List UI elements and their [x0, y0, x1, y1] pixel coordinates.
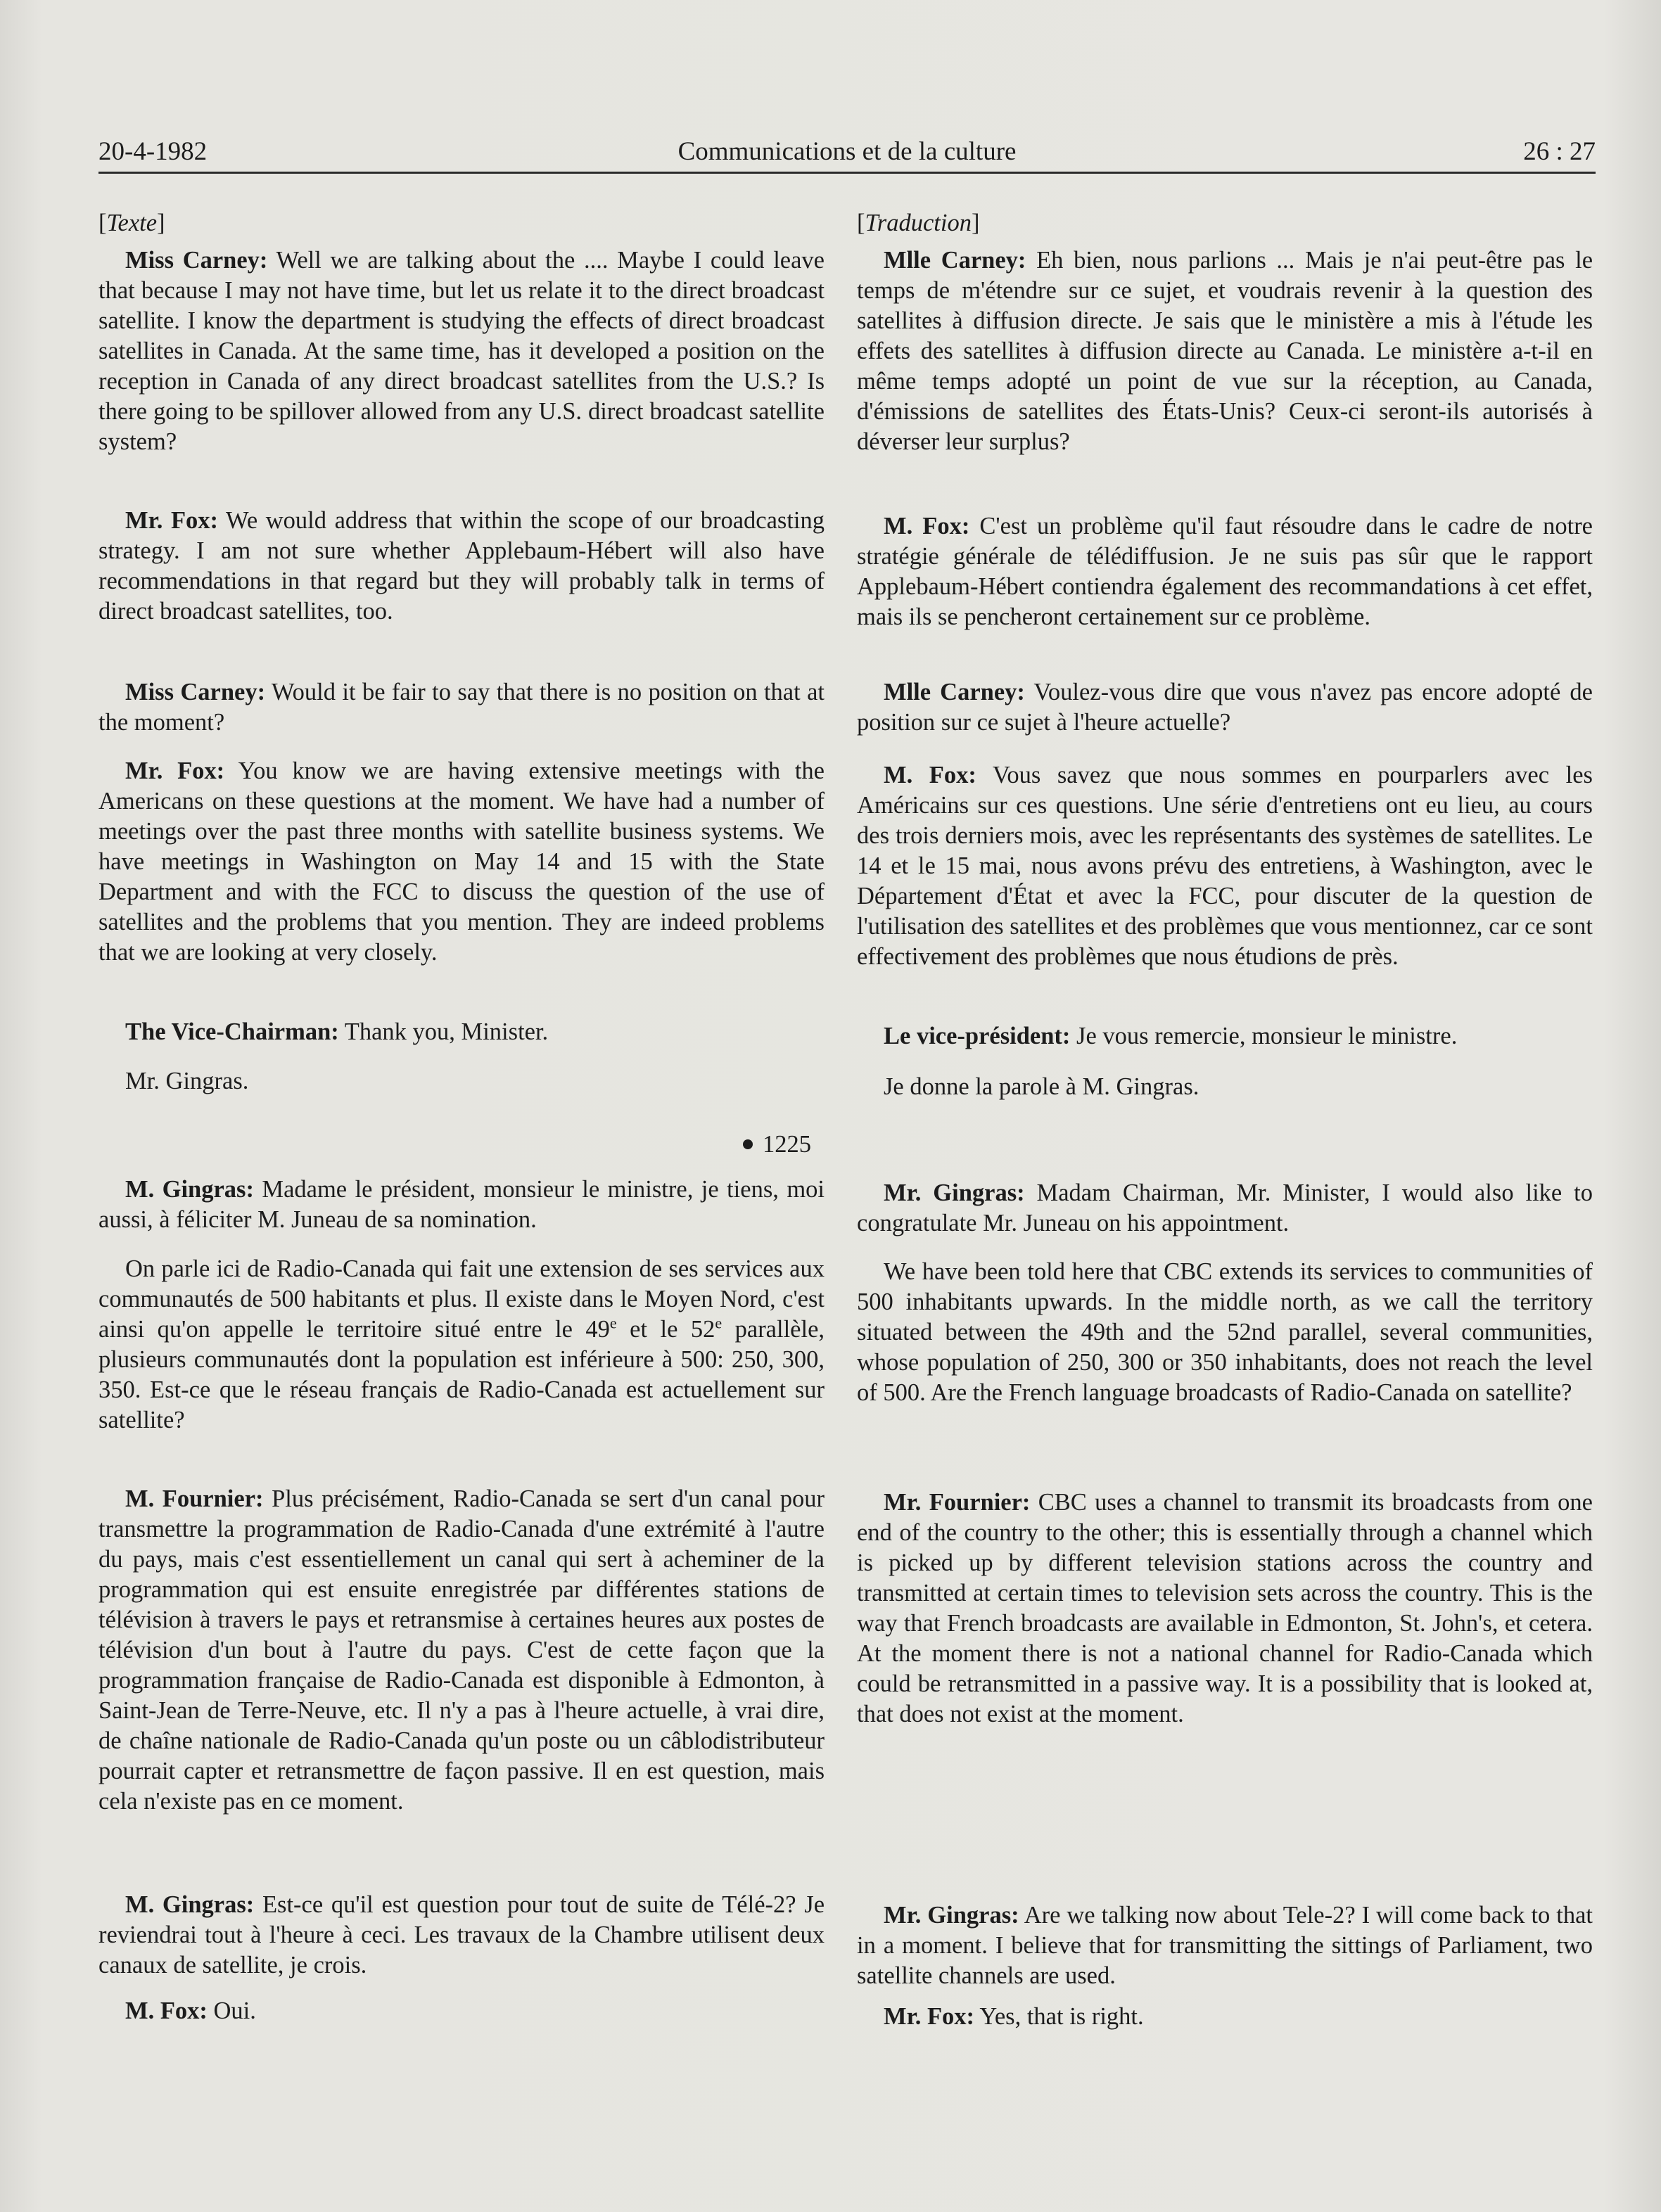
- superscript: e: [715, 1314, 723, 1332]
- speaker-name: M. Gingras:: [125, 1891, 255, 1918]
- speaker-name: Mr. Gingras:: [884, 1902, 1019, 1929]
- paragraph-text: Madam Chairman, Mr. Minister, I would also like to congratulate Mr. Juneau on his appointment.: [857, 1179, 1593, 1236]
- paragraph-text: On parle ici de Radio-Canada qui fait une extension de ses services aux communautés de 500 habitants et plus. Il existe dans le Moyen Nord, c'est ainsi qu'on appelle le territoire situé entre le 49: [98, 1255, 825, 1343]
- right-paragraph: [857, 1488, 1593, 1730]
- paragraph-text: C'est un problème qu'il faut résoudre dans le cadre de notre stratégie générale de télédiffusion. Je ne suis pas sûr que le rapport Applebaum-Hébert contiendra également des recommandations à cet effet, mais ils se pencheront certainement sur ce problème.: [857, 513, 1593, 630]
- paragraph-text: We would address that within the scope of our broadcasting strategy. I am not sure whether Applebaum-Hébert will also have recommendations in that regard but they will probably talk in terms of direct broadcast satellites, too.: [98, 507, 825, 625]
- bullet-icon: [743, 1139, 753, 1149]
- right-paragraph: [857, 1900, 1593, 1991]
- speaker-name: M. Fox:: [884, 762, 976, 788]
- speaker-name: Mr. Fox:: [884, 2003, 975, 2030]
- paragraph-text: Plus précisément, Radio-Canada se sert d'un canal pour transmettre la programmation de Radio-Canada d'une extrémité à l'autre du pays, mais c'est essentiellement un canal qui sert à acheminer de la programmation qui est ensuite enregistrée par différentes stations de télévision à travers le pays et retransmise à certaines heures aux postes de télévision d'un bout à l'autre du pays. C'est de cette façon que la programmation française de Radio-Canada est disponible à Edmonton, à Saint-Jean de Terre-Neuve, etc. Il n'y a pas à l'heure actuelle, à vrai dire, de chaîne nationale de Radio-Canada qu'un poste ou un câblodistributeur pourrait capter et retransmettre de façon passive. Il en est question, mais cela n'existe pas en ce moment.: [98, 1485, 825, 1815]
- speaker-name: Mr. Fournier:: [884, 1489, 1031, 1516]
- speaker-name: Mr. Gingras:: [884, 1179, 1025, 1206]
- speaker-name: The Vice-Chairman:: [125, 1018, 339, 1045]
- right-paragraph: [857, 245, 1593, 457]
- paragraph-text: Mr. Gingras.: [125, 1068, 249, 1094]
- paragraph-text: Are we talking now about Tele-2? I will come back to that in a moment. I believe that for transmitting the sittings of Parliament, two satellite channels are used.: [857, 1902, 1593, 1989]
- paragraph-text: Est-ce qu'il est question pour tout de suite de Télé-2? Je reviendrai tout à l'heure à ceci. Les travaux de la Chambre utilisent deux canaux de satellite, je crois.: [98, 1891, 825, 1978]
- left-paragraph: [98, 1254, 825, 1436]
- left-paragraph: [98, 1066, 825, 1097]
- right-paragraph: [857, 511, 1593, 632]
- speaker-name: M. Fox:: [884, 513, 970, 539]
- speaker-name: Miss Carney:: [125, 679, 266, 705]
- left-paragraph: [98, 1484, 825, 1817]
- right-paragraph: [857, 1178, 1593, 1239]
- left-paragraph: [98, 1996, 825, 2026]
- right-paragraph: [857, 1072, 1593, 1102]
- header-title: Communications et de la culture: [677, 137, 1017, 166]
- speaker-name: M. Fournier:: [125, 1485, 264, 1512]
- paragraph-text: You know we are having extensive meetings with the Americans on these questions at the moment. We have had a number of meetings over the past three months with satellite business systems. We have meetings in Washington on May 14 and 15 with the State Department and with the FCC to discuss the question of the use of satellites and the problems that you mention. They are indeed problems that we are looking at very closely.: [98, 757, 825, 966]
- speaker-name: Miss Carney:: [125, 247, 268, 274]
- right-paragraph: [857, 1257, 1593, 1408]
- speaker-name: Mr. Fox:: [125, 757, 225, 784]
- speaker-name: M. Fox:: [125, 1997, 208, 2024]
- speaker-name: Mlle Carney:: [884, 247, 1026, 274]
- page-header: [98, 135, 1596, 174]
- speaker-name: Mlle Carney:: [884, 679, 1025, 705]
- paragraph-text: Well we are talking about the .... Maybe I could leave that because I may not have time, but let us relate it to the direct broadcast satellite. I know the department is studying the effects of direct broadcast satellites in Canada. At the same time, has it developed a position on the reception in Canada of any direct broadcast satellites from the U.S.? Is there going to be spillover allowed from any U.S. direct broadcast satellite system?: [98, 247, 825, 455]
- right-paragraph: [857, 1021, 1593, 1051]
- paragraph-text: parallèle, plusieurs communautés dont la population est inférieure à 500: 250, 300, 350. Est-ce que le réseau français de Radio-Canada est actuellement sur satellite?: [98, 1316, 825, 1433]
- paragraph-text: Vous savez que nous sommes en pourparlers avec les Américains sur ces questions. Une série d'entretiens ont eu lieu, au cours des trois derniers mois, avec les représentants des systèmes de satellites. Le 14 et le 15 mai, nous avons prévu des entretiens, à Washington, avec le Département d'État et avec la FCC, pour discuter de la question de l'utilisation des satellites et des problèmes que vous mentionnez, car ce sont effectivement des problèmes que nous étudions de près.: [857, 762, 1593, 970]
- paragraph-text: Je donne la parole à M. Gingras.: [884, 1073, 1199, 1100]
- speaker-name: Le vice-président:: [884, 1023, 1071, 1049]
- paragraph-text: Je vous remercie, monsieur le ministre.: [1076, 1023, 1458, 1049]
- left-paragraph: [98, 1017, 825, 1047]
- timestamp-marker: [743, 1130, 811, 1160]
- paragraph-text: Eh bien, nous parlions ... Mais je n'ai peut-être pas le temps de m'étendre sur ce sujet, et voudrais revenir à la question des satellites à diffusion directe. Je sais que le ministère a mis à l'étude les effets des satellites à diffusion directe au Canada. Le ministère a-t-il en même temps adopté un point de vue sur la réception, au Canada, d'émissions de satellites des États-Unis? Ceux-ci seront-ils autorisés à déverser leur surplus?: [857, 247, 1593, 455]
- left-paragraph: [98, 677, 825, 738]
- speaker-name: Mr. Fox:: [125, 507, 219, 534]
- timestamp-text: 1225: [763, 1131, 811, 1158]
- paragraph-text: Voulez-vous dire que vous n'avez pas encore adopté de position sur ce sujet à l'heure actuelle?: [857, 679, 1593, 736]
- left-paragraph: [98, 506, 825, 627]
- header-page-number: 26 : 27: [1523, 137, 1596, 166]
- paragraph-text: Madame le président, monsieur le ministre, je tiens, moi aussi, à féliciter M. Juneau de sa nomination.: [98, 1176, 825, 1233]
- superscript: e: [609, 1314, 617, 1332]
- left-paragraph: [98, 245, 825, 457]
- speaker-name: M. Gingras:: [125, 1176, 254, 1203]
- paragraph-text: Thank you, Minister.: [344, 1018, 549, 1045]
- left-paragraph: [98, 756, 825, 968]
- paragraph-text: We have been told here that CBC extends its services to communities of 500 inhabitants upwards. In the middle north, as we call the territory situated between the 49th and the 52nd parallel, several communities, whose population of 250, 300 or 350 inhabitants, does not reach the level of 500. Are the French language broadcasts of Radio-Canada on satellite?: [857, 1258, 1593, 1406]
- paragraph-text: et le 52: [616, 1316, 715, 1343]
- paragraph-text: CBC uses a channel to transmit its broadcasts from one end of the country to the other; this is essentially through a channel which is picked up by different television stations across the country and transmitted at certain times to television sets across the country. This is the way that French broadcasts are available in Edmonton, St. John's, et cetera. At the moment there is not a national channel for Radio-Canada which could be retransmitted in a passive way. It is a possibility that is looked at, that does not exist at the moment.: [857, 1489, 1593, 1727]
- left-paragraph: [98, 1890, 825, 1981]
- right-section-marker: [Traduction]: [857, 210, 980, 236]
- header-date: 20-4-1982: [98, 137, 208, 166]
- paragraph-text: Yes, that is right.: [979, 2003, 1144, 2030]
- right-paragraph: [857, 677, 1593, 738]
- left-section-marker: [Texte]: [98, 210, 165, 236]
- paragraph-text: Oui.: [213, 1997, 256, 2024]
- left-paragraph: [98, 1175, 825, 1235]
- right-paragraph: [857, 760, 1593, 972]
- right-paragraph: [857, 2002, 1593, 2032]
- paragraph-text: Would it be fair to say that there is no position on that at the moment?: [98, 679, 825, 736]
